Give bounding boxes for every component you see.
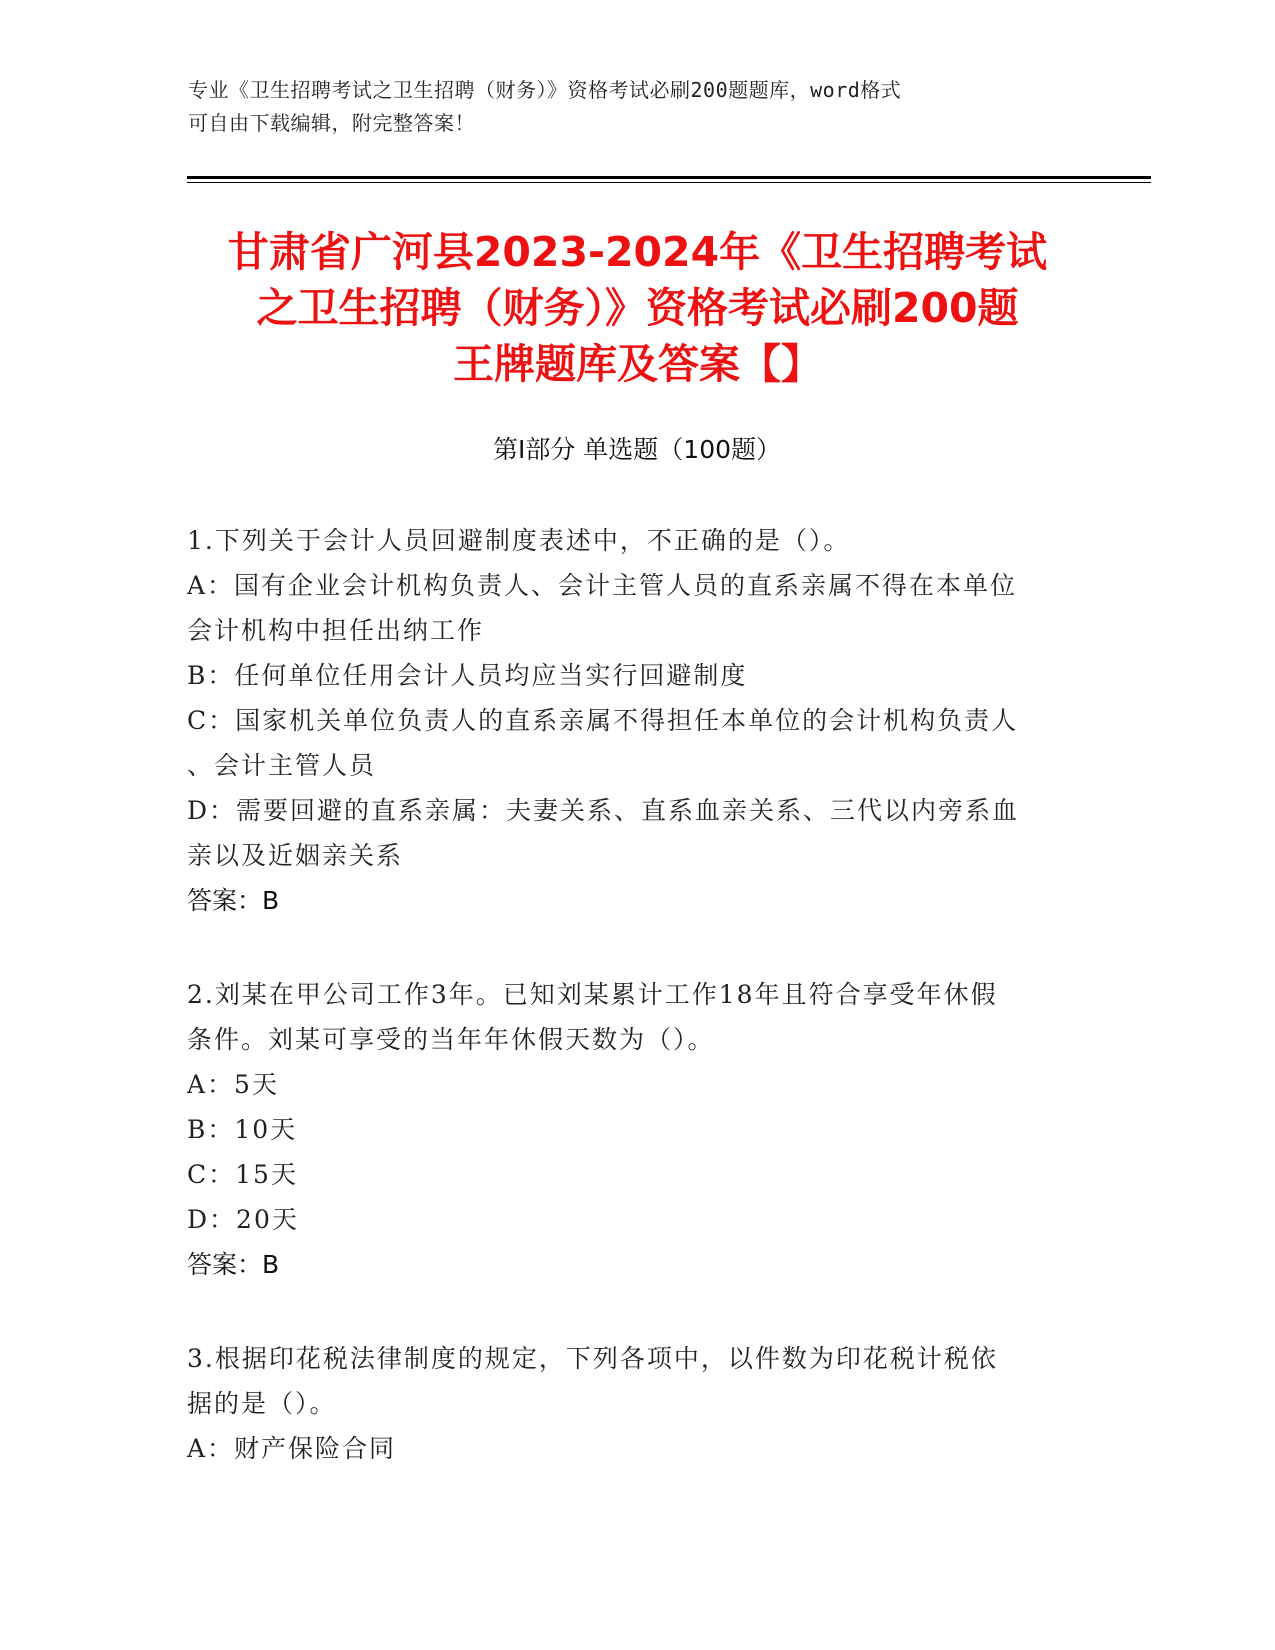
question-stem: 1.下列关于会计人员回避制度表述中，不正确的是（）。 — [187, 526, 851, 555]
option-text: D：需要回避的直系亲属：夫妻关系、直系血亲关系、三代以内旁系血 — [187, 796, 1020, 825]
question-stem — [187, 1336, 1077, 1426]
question-stem-line-2: 据的是（）。 — [187, 1389, 337, 1418]
option-text: C：国家机关单位负责人的直系亲属不得担任本单位的会计机构负责人 — [187, 706, 1019, 735]
option-a — [187, 563, 1077, 653]
option-d: D：20天 — [187, 1205, 299, 1234]
header-note-line-2: 可自由下载编辑，附完整答案！ — [188, 111, 475, 135]
option-text-continued: 会计机构中担任出纳工作 — [187, 616, 485, 645]
document-title — [185, 224, 1090, 392]
answer-label: 答案：B — [187, 886, 280, 915]
option-text-continued: 、会计主管人员 — [187, 751, 377, 780]
header-note-line-1: 专业《卫生招聘考试之卫生招聘（财务）》资格考试必刷200题题库，word格式 — [188, 78, 902, 102]
header-divider-thick — [187, 176, 1151, 179]
question-stem-line-1: 2.刘某在甲公司工作3年。已知刘某累计工作18年且符合享受年休假 — [187, 980, 998, 1009]
option-text-continued: 亲以及近姻亲关系 — [187, 841, 404, 870]
title-line-3: 王牌题库及答案【】 — [453, 340, 822, 388]
option-a: A：财产保险合同 — [187, 1434, 397, 1463]
option-b: B：任何单位任用会计人员均应当实行回避制度 — [187, 661, 748, 690]
question-stem-line-2: 条件。刘某可享受的当年年休假天数为（）。 — [187, 1025, 715, 1054]
question-stem — [187, 972, 1077, 1062]
question-2 — [187, 972, 1077, 1287]
title-line-1: 甘肃省广河县2023-2024年《卫生招聘考试 — [227, 228, 1048, 276]
title-line-2: 之卫生招聘（财务）》资格考试必刷200题 — [256, 284, 1019, 332]
option-a: A：5天 — [187, 1070, 279, 1099]
answer-label: 答案：B — [187, 1250, 280, 1279]
section-heading: 第I部分 单选题（100题） — [492, 435, 782, 464]
question-1 — [187, 518, 1077, 923]
option-c — [187, 698, 1077, 788]
option-d — [187, 788, 1077, 878]
header-divider-thin — [187, 182, 1151, 183]
question-3 — [187, 1336, 1077, 1471]
option-text: A：国有企业会计机构负责人、会计主管人员的直系亲属不得在本单位 — [187, 571, 1018, 600]
question-list — [187, 518, 1077, 1520]
option-c: C：15天 — [187, 1160, 298, 1189]
option-b: B：10天 — [187, 1115, 298, 1144]
header-note — [188, 74, 1068, 140]
question-stem-line-1: 3.根据印花税法律制度的规定，下列各项中，以件数为印花税计税依 — [187, 1344, 998, 1373]
